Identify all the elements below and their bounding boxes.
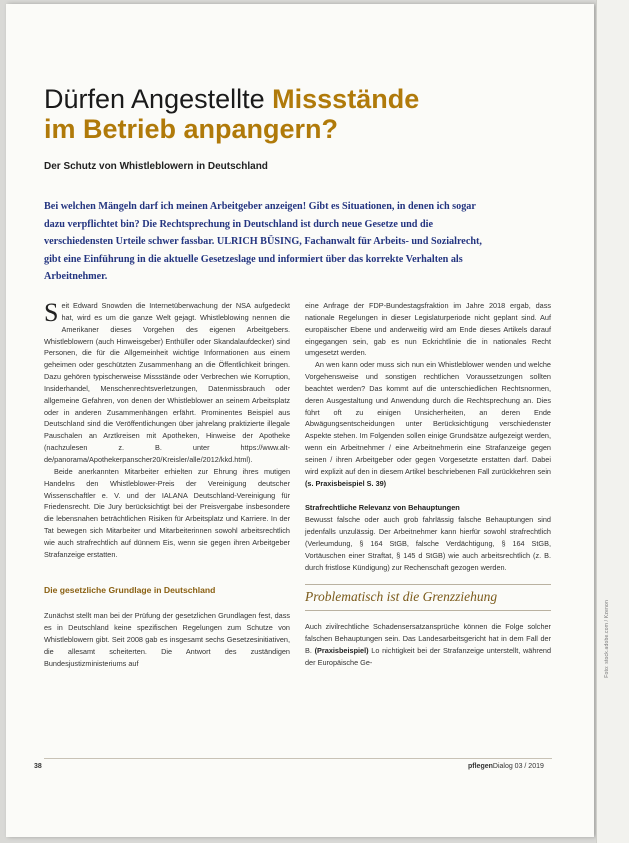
title-part-1: Dürfen Angestellte — [44, 84, 273, 114]
paragraph-3: Zunächst stellt man bei der Prüfung der gesetzlichen Grundlagen fest, dass es in Deutschland keine spezifischen Regelungen zum Schutze von Whistleblowern gibt. Seit 2008 gab es insgesamt sechs Gesetzesinitiativen, die allesamt scheiterten. Die Antwort des zuständigen Bundesjustizministeriums auf — [44, 611, 290, 668]
text-column-left — [44, 300, 290, 670]
paragraph-intro-text: eit Edward Snowden die Internetüberwachung der NSA aufgedeckt hat, wird es um die ganze Welt gejagt. Whistleblowing nennen die Amerikaner dieses Vorgehen des eigenen Arbeitgebers. Whistleblowern (auch Hinweisgeber) Enthüller oder Skandalaufdecker) sind Personen, die für die Allgemeinheit wichtige Informationen aus einem geheimen oder geschützten Zusammenhang an die Öffentlichkeit bringen. Dazu gehören typischerweise Missstände oder Verbrechen wie Korruption, Insiderhandel, Menschenrechtsverletzungen, Datenmissbrauch oder allgemeine Gefahren, von denen der Whistleblower an seinem Arbeitsplatz oder in anderen Zusammenhängen erfährt. Prominentes Beispiel aus Deutschland sind die Veröffentlichungen über jahrelang praktizierte illegale Pauschalen an Arztkreisen mit Apotheken, Hinweise der Apotheke (nachzulesen z. B. unter https://www.alt-de/panorama/Apothekerpanscher20/Kreisler/alle/2012/kkd.html). — [44, 301, 290, 464]
paragraph-intro — [44, 300, 290, 466]
praxis-tag: (Praxisbeispiel) — [314, 646, 369, 656]
footer-rule — [44, 758, 552, 759]
paragraph-7-text-a: Auch zivilrechtliche Schadensersatzansprüche können die Folge solcher falschen Behauptungen sein. Das Landesarbeitsgericht hat in dem Fall der B. — [305, 622, 551, 656]
paragraph-5-text: An wen kann oder muss sich nun ein Whistleblower wenden und welche Vorgehensweise und sonstigen rechtlichen Voraussetzungen sollten beachtet werden? Das kommt auf die unterschiedlichen Rechtsnormen, deren Ausgestaltung und Anwendung durch die Rechtsprechung an. Dies führt oft zu einigen Unsicherheiten, an deren Ende Abwägungsentscheidungen unter Berücksichtigung verschiedenster Aspekte stehen. Im Folgenden sollen einige Grundsätze aufgezeigt werden, wenn ein Arbeitnehmer / eine Arbeitnehmerin eine Strafanzeige gegen seinen / ihren Arbeitgeber oder gegen Vorgesetzte erstatten darf. Dabei wird explizit auf den in diesem Artikel beschriebenen Fall zurückkehren sein — [305, 360, 551, 476]
page-number: 38 — [34, 763, 42, 770]
text-column-right — [305, 300, 551, 669]
article-lead: Bei welchen Mängeln darf ich meinen Arbeitgeber anzeigen! Gibt es Situationen, in denen ich sogar dazu verpflichtet bin? Die Rechtsprechung in Deutschland ist durch neue Gesetze und die verschiedensten Urteile schwer fassbar. ULRICH BÜSING, Fachanwalt für Arbeits- und Sozialrecht, gibt eine Einführung in die aktuelle Gesetzeslage und informiert über das korrekte Verhalten als Arbeitnehmer. — [44, 201, 482, 283]
praxis-reference: (s. Praxisbeispiel S. 39) — [305, 478, 387, 488]
title-highlight: Missstände — [272, 84, 420, 114]
magazine-brand: pflegen — [468, 763, 493, 770]
subsection-heading: Strafrechtliche Relevanz von Behauptungen — [305, 502, 460, 512]
paragraph-2: Beide anerkannten Mitarbeiter erhielten zur Ehrung ihres mutigen Handelns den Whistleblower-Preis der Vereinigung deutscher Wissenschaftler e. V. und der IALANA Deutschland-Vereinigung für Friedensrecht. Die Jury berücksichtigt bei der Preisvergabe insbesondere die lebensnahen beträchtlichen Risiken für Arbeitsplatz und Karriere. In der Tat bewegen sich Mitarbeiter und Mitarbeiterinnen sowohl arbeitsrechtlich wie auch strafrechtlich auf dünnem Eis, wenn sie gegen ihren Arbeitgeber Strafanzeige erstatten. — [44, 466, 290, 559]
paragraph-6: Bewusst falsche oder auch grob fahrlässig falsche Behauptungen sind jedenfalls unzulässig. Der Arbeitnehmer kann hierfür sowohl strafrechtlich (Verleumdung, § 164 StGB, falsche Verdächtigung, § 164 StGB, Vortäuschen einer Straftat, § 145 d StGB) wie auch arbeitsrechtlich (z. B. durch fristlose Kündigung) zur Rechenschaft gezogen werden. — [305, 515, 551, 572]
title-part-3: im Betrieb anpangern? — [44, 114, 339, 144]
paragraph-5 — [305, 359, 551, 489]
section-heading: Die gesetzliche Grundlage in Deutschland — [44, 584, 216, 595]
article-title — [44, 84, 524, 144]
pull-quote: Problematisch ist die Grenzziehung — [305, 584, 551, 612]
dropcap-letter: S — [44, 298, 59, 327]
magazine-issue-text: Dialog 03 / 2019 — [492, 763, 544, 770]
paragraph-4: eine Anfrage der FDP-Bundestagsfraktion im Jahre 2018 ergab, dass nationale Regelungen in dieser Legislaturperiode nicht geplant sind. Auf europäischer Ebene und anderweitig wird am Ende dieses Artikels darauf eingegangen sein, gab es nun Eckrichtlinie die in nationales Recht umgesetzt werden. — [305, 301, 551, 358]
magazine-issue — [468, 763, 544, 770]
article-subtitle: Der Schutz von Whistleblowern in Deutschland — [44, 161, 268, 172]
paragraph-7-text-b: Lo nichtigkeit bei der Strafanzeige unterstellt, während der Europäische Ge- — [305, 646, 552, 667]
adjacent-page-edge — [596, 0, 629, 843]
photo-credit: Foto: stock.adobe.com / Kzenon — [604, 600, 610, 678]
paragraph-7 — [305, 621, 551, 668]
